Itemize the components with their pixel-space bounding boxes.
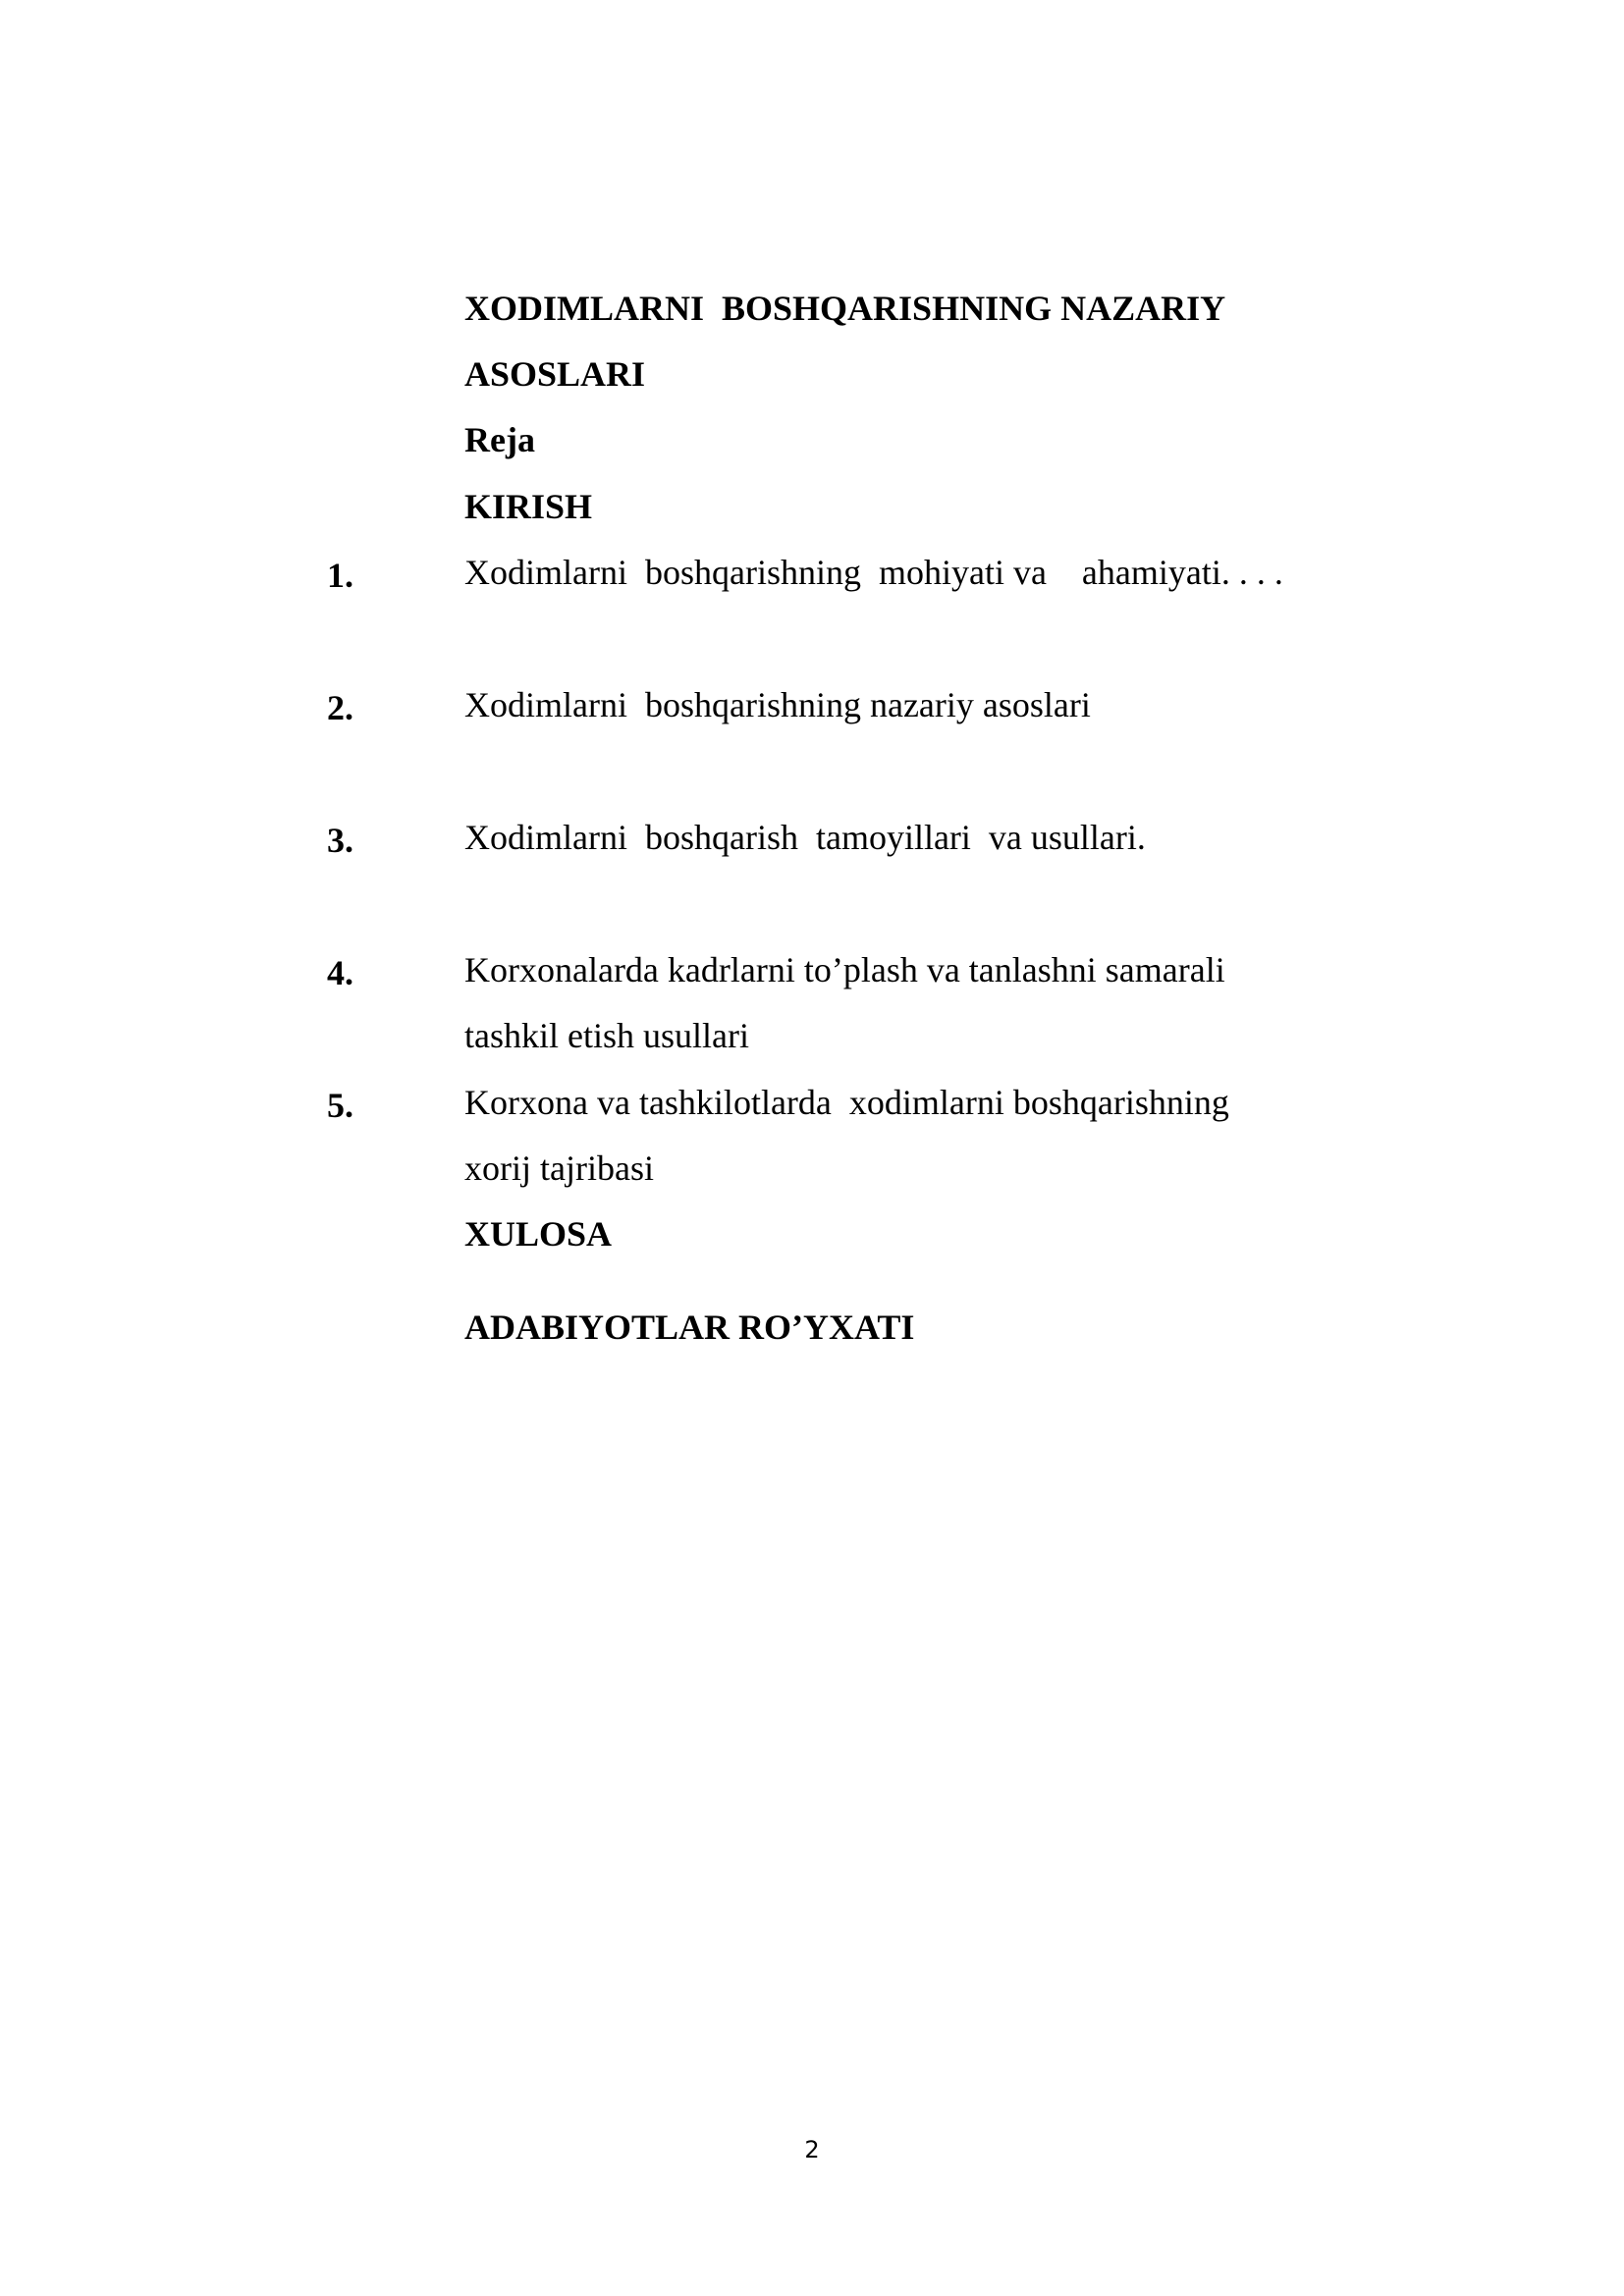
list-item-text: Xodimlarni boshqarish tamoyillari va usullari. (464, 818, 1146, 857)
conclusion-heading: XULOSA (464, 1214, 613, 1254)
references-heading: ADABIYOTLAR RO’YXATI (464, 1308, 915, 1347)
list-item-text-continued: tashkil etish usullari (464, 1016, 749, 1055)
list-item-text: Korxonalarda kadrlarni to’plash va tanlashni samarali (464, 950, 1225, 989)
list-item-number: 2. (327, 688, 353, 727)
list-item-text-continued: xorij tajribasi (464, 1148, 654, 1188)
list-item-text: Korxona va tashkilotlarda xodimlarni boshqarishning (464, 1083, 1229, 1122)
list-item-number: 4. (327, 953, 353, 992)
list-item-number: 3. (327, 821, 353, 860)
intro-heading: KIRISH (464, 487, 593, 526)
page-number: 2 (804, 2136, 820, 2163)
plan-label: Reja (464, 420, 535, 459)
title-line-2: ASOSLARI (464, 354, 646, 394)
title-line-1: XODIMLARNI BOSHQARISHNING NAZARIY (464, 289, 1226, 328)
list-item-text: Xodimlarni boshqarishning mohiyati va ahamiyati. . . . (464, 553, 1283, 592)
list-item-text: Xodimlarni boshqarishning nazariy asoslari (464, 685, 1091, 724)
list-item-number: 1. (327, 556, 353, 595)
list-item-number: 5. (327, 1086, 353, 1125)
